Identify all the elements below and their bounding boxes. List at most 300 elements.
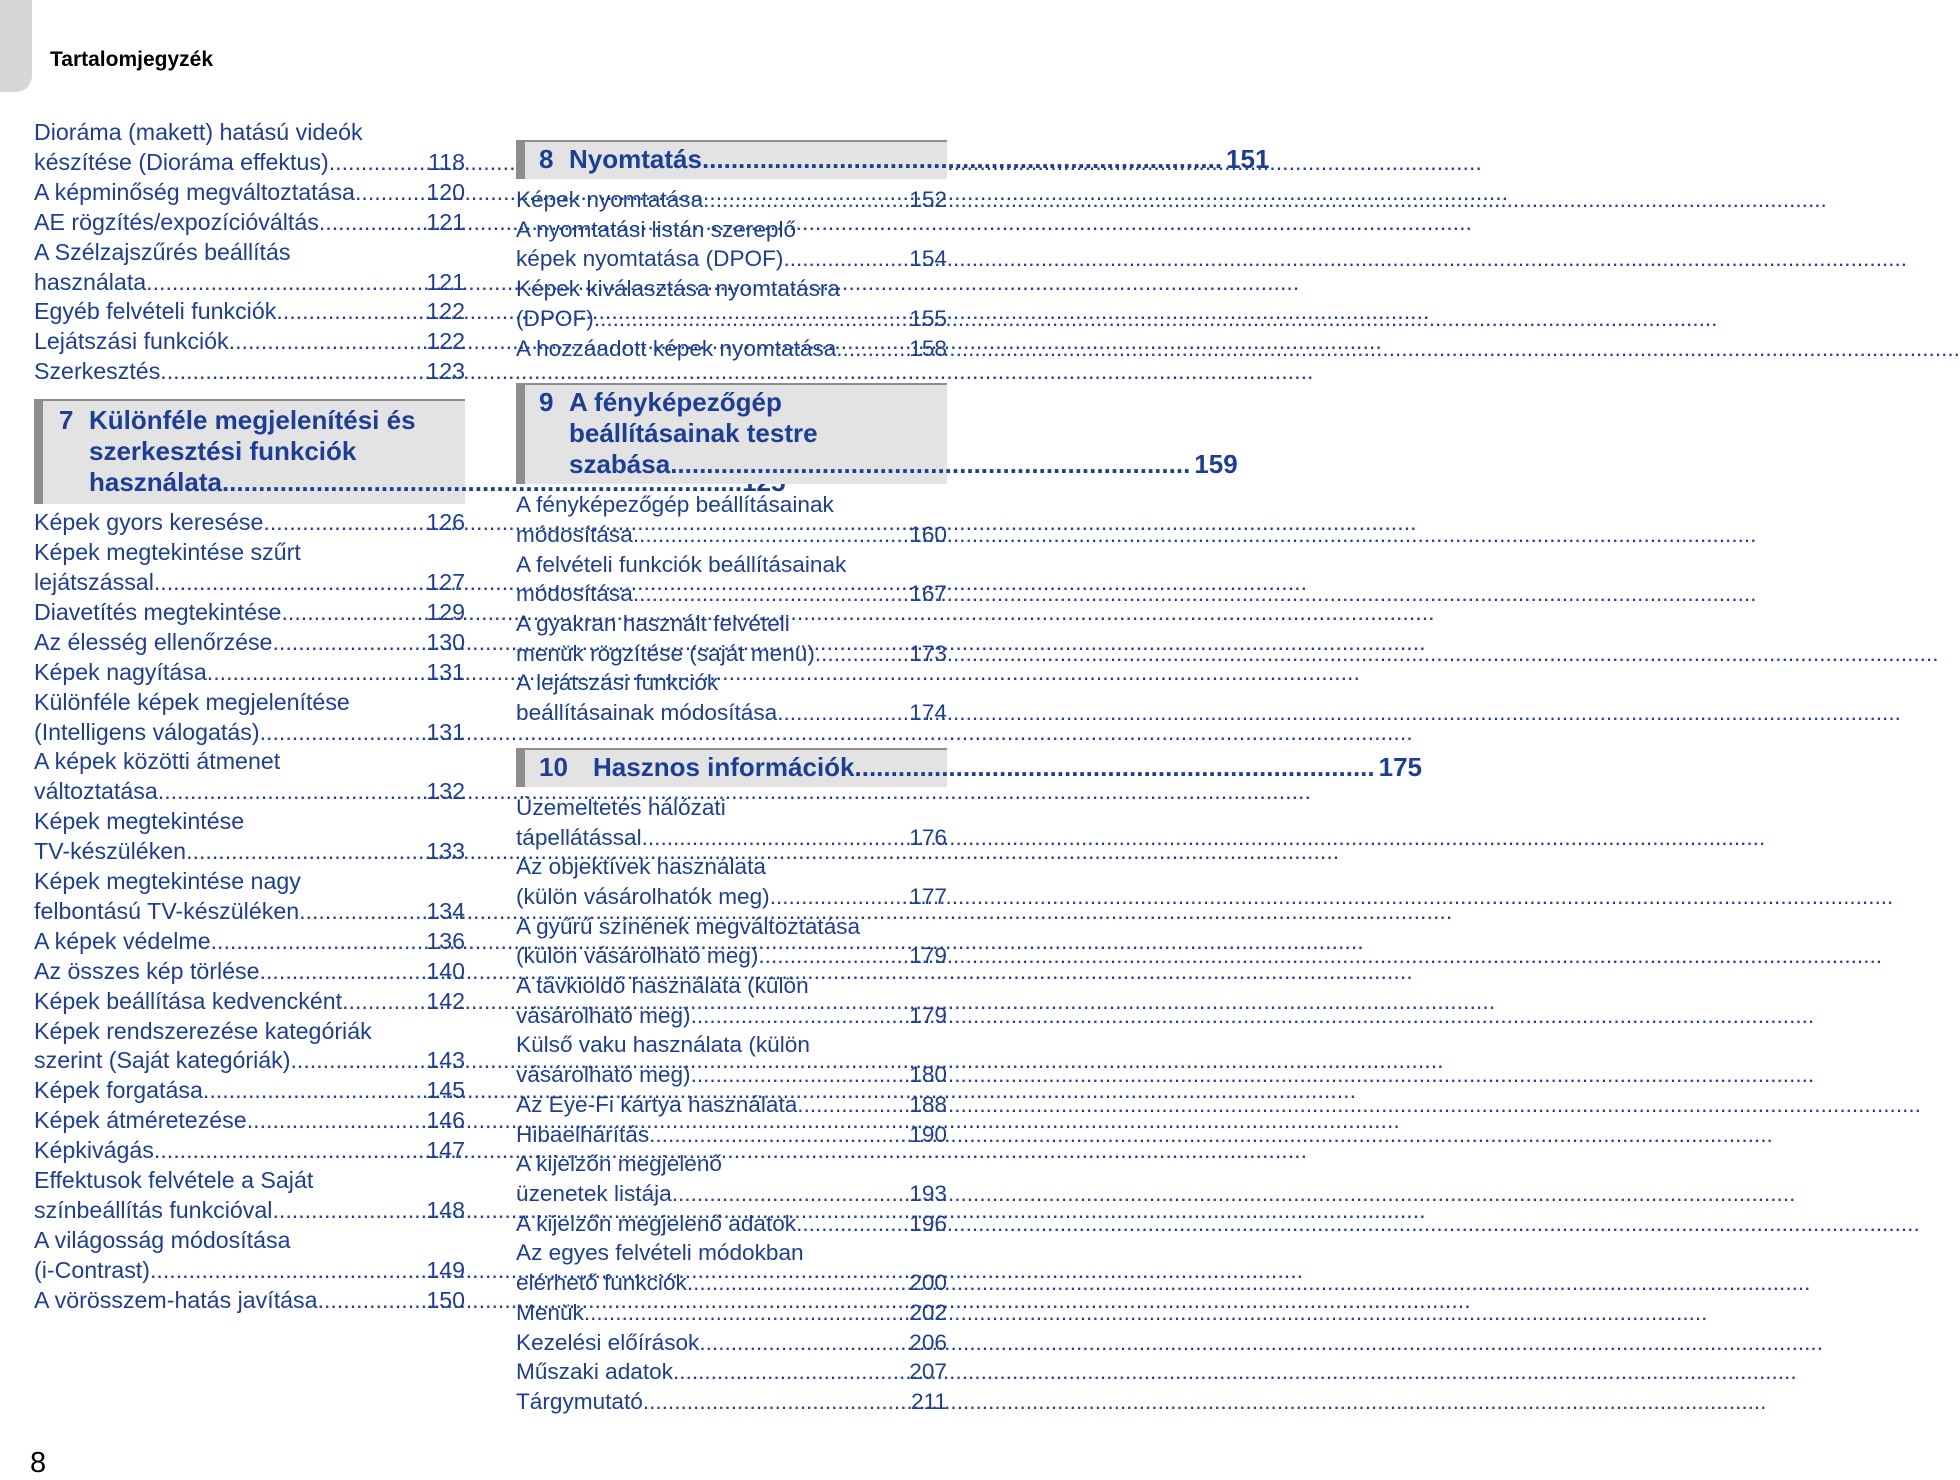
toc-entry-text: Az élesség ellenőrzése <box>34 628 273 655</box>
dot-leader <box>318 1286 427 1316</box>
toc-page-number: 131 <box>426 718 465 745</box>
toc-entry[interactable] <box>516 185 947 215</box>
toc-entry-line <box>516 579 947 609</box>
toc-entry-text: Képek megtekintése <box>34 808 245 835</box>
toc-entry-line <box>34 1076 465 1106</box>
section-number: 9 <box>539 387 554 418</box>
dot-leader <box>855 752 1375 783</box>
toc-entry-line <box>34 357 465 387</box>
toc-page-number: 179 <box>909 943 947 969</box>
toc-entry[interactable] <box>34 628 465 658</box>
section-title-text: Nyomtatás <box>569 144 702 174</box>
toc-entry-line <box>34 508 465 538</box>
toc-entry-text: A gyakran használt felvételi <box>516 611 790 637</box>
toc-entry-text: Különféle képek megjelenítése <box>34 688 350 715</box>
toc-entry-line <box>516 1209 947 1239</box>
toc-entry-text: vásárolható meg) <box>516 1002 691 1028</box>
toc-entry-text: Képek gyors keresése <box>34 509 264 536</box>
toc-entry[interactable] <box>34 598 465 628</box>
toc-entry[interactable] <box>34 118 465 178</box>
toc-entry[interactable] <box>34 807 465 867</box>
toc-entry-text: színbeállítás funkcióval <box>34 1197 273 1223</box>
toc-entry-line <box>34 327 465 357</box>
toc-page-number: 160 <box>909 521 947 547</box>
toc-entry-text: üzenetek listája <box>516 1180 672 1206</box>
toc-entry-text: Hibaelhárítás <box>516 1121 650 1147</box>
toc-entry-line <box>34 658 465 688</box>
toc-entry-line <box>34 208 465 238</box>
toc-entry[interactable] <box>516 912 947 971</box>
toc-entry-line <box>34 1286 465 1316</box>
toc-entry[interactable] <box>516 1238 947 1297</box>
dot-leader <box>150 1256 426 1286</box>
toc-entry[interactable] <box>34 1106 465 1136</box>
toc-entry-text: A távkioldó használata (külön <box>516 973 809 999</box>
toc-entry-text: Képek megtekintése nagy <box>34 868 301 895</box>
toc-page-number: 123 <box>426 358 465 385</box>
section-heading[interactable] <box>34 399 465 504</box>
toc-page-number: 193 <box>909 1180 947 1206</box>
toc-entry[interactable] <box>34 1076 465 1106</box>
toc-page-number: 145 <box>426 1077 465 1104</box>
section-number: 8 <box>539 144 554 174</box>
toc-entry-line <box>516 882 947 912</box>
toc-entry-text: Képek kiválasztása nyomtatásra <box>516 276 841 302</box>
toc-left-column <box>34 118 465 1316</box>
dot-leader <box>836 334 905 364</box>
toc-entry-line <box>516 1090 947 1120</box>
toc-page-number: 121 <box>426 268 465 295</box>
toc-entry-line <box>516 1387 947 1417</box>
toc-entry-text: Az Eye-Fi kártya használata <box>516 1091 798 1117</box>
dot-leader <box>699 1328 905 1358</box>
section-title-text: szerkesztési funkciók <box>89 436 357 467</box>
dot-leader <box>272 1196 426 1226</box>
section-heading-row <box>539 751 1423 783</box>
toc-entry-text: A fényképezőgép beállításainak <box>516 492 834 518</box>
toc-entry[interactable] <box>516 1209 947 1239</box>
section-page-number: 151 <box>1226 144 1270 174</box>
toc-entry-text: A hozzáadott képek nyomtatása <box>516 335 837 361</box>
dot-leader <box>160 357 426 387</box>
toc-entry-text: Műszaki adatok <box>516 1359 673 1385</box>
toc-entry[interactable] <box>516 971 947 1030</box>
dot-leader <box>797 1090 905 1120</box>
toc-entry-text: módosítása <box>516 521 633 547</box>
toc-page-number: 152 <box>909 187 947 212</box>
toc-entry-line <box>34 718 465 748</box>
dot-leader <box>342 987 426 1017</box>
toc-entry-text: Lejátszási funkciók <box>34 328 229 355</box>
dot-leader <box>146 268 426 298</box>
dot-leader <box>815 639 905 669</box>
toc-entry-text: készítése (Dioráma effektus) <box>34 148 329 175</box>
toc-entry-text: szerint (Saját kategóriák) <box>34 1047 291 1074</box>
toc-entry[interactable] <box>34 927 465 957</box>
toc-entry-line <box>516 334 947 364</box>
dot-leader <box>777 698 905 728</box>
dot-leader <box>260 957 427 987</box>
toc-entry-text: Az egyes felvételi módokban <box>516 1240 804 1266</box>
toc-entry-line <box>34 1136 465 1166</box>
toc-entry-text: A kijelzőn megjelenő <box>516 1151 722 1177</box>
toc-entry[interactable] <box>34 658 465 688</box>
toc-page-number: 177 <box>909 883 947 909</box>
section-title-line <box>569 449 1238 480</box>
toc-entry[interactable] <box>516 550 947 609</box>
dot-leader <box>247 1106 427 1136</box>
toc-entry-text: Az objektívek használata <box>516 854 766 880</box>
dot-leader <box>703 185 905 215</box>
toc-entry-line <box>34 1256 465 1286</box>
toc-entry[interactable] <box>34 178 465 208</box>
toc-entry-text: menük rögzítése (saját menü) <box>516 640 815 666</box>
dot-leader <box>783 244 905 274</box>
toc-entry[interactable] <box>516 215 947 274</box>
toc-entry[interactable] <box>34 238 465 298</box>
toc-entry-text: A gyűrű színének megváltoztatása <box>516 913 861 939</box>
toc-entry-text: A képek közötti átmenet <box>34 748 281 775</box>
toc-entry-text: (i-Contrast) <box>34 1256 150 1283</box>
section-title-text: Különféle megjelenítési és <box>89 405 416 436</box>
section-title-line <box>569 144 1269 175</box>
dot-leader <box>203 1076 426 1106</box>
toc-entry-text: A lejátszási funkciók <box>516 670 719 696</box>
toc-entry[interactable] <box>34 508 465 538</box>
toc-entry[interactable] <box>516 1298 947 1328</box>
toc-page-number: 155 <box>909 305 947 331</box>
toc-entry-text: (külön vásárolható meg) <box>516 943 759 969</box>
toc-entry-text: Szerkesztés <box>34 358 161 385</box>
toc-page-number: 122 <box>426 298 465 325</box>
toc-entry-line <box>516 639 947 669</box>
toc-page-number: 129 <box>426 598 465 625</box>
toc-entry-text: Kezelési előírások <box>516 1329 700 1355</box>
dot-leader <box>649 1120 905 1150</box>
toc-section-group <box>516 383 1238 728</box>
section-title-text: A fényképezőgép <box>569 387 782 418</box>
toc-entry[interactable] <box>34 957 465 987</box>
toc-page-number: 142 <box>426 987 465 1014</box>
toc-page-number: 132 <box>426 778 465 805</box>
toc-entry-text: Képek átméretezése <box>34 1107 247 1134</box>
dot-leader <box>229 327 427 357</box>
toc-entry-line <box>34 628 465 658</box>
dot-leader <box>594 304 905 334</box>
toc-entry-text: lejátszással <box>34 568 154 595</box>
section-heading-row <box>539 144 1270 175</box>
section-heading-row <box>59 405 457 498</box>
toc-entry-text: Tárgymutató <box>516 1388 643 1414</box>
toc-page-number: 180 <box>909 1062 947 1088</box>
toc-entry[interactable] <box>516 1030 947 1089</box>
toc-entry-text: beállításainak módosítása <box>516 700 778 726</box>
toc-page-number: 158 <box>909 335 947 361</box>
toc-entry-line <box>516 1001 947 1031</box>
toc-entry-text: vásárolható meg) <box>516 1062 691 1088</box>
toc-entry-text: Képek megtekintése szűrt <box>34 539 301 566</box>
toc-page-number: 179 <box>909 1002 947 1028</box>
toc-entry-text: változtatása <box>34 778 158 805</box>
toc-entry-text: Képek nyomtatása <box>516 187 704 212</box>
dot-leader <box>260 718 427 748</box>
toc-page-number: 211 <box>910 1388 947 1414</box>
toc-entry[interactable] <box>516 1387 947 1417</box>
dot-leader <box>770 882 906 912</box>
dot-leader <box>299 897 426 927</box>
toc-entry-text: A világosság módosítása <box>34 1226 291 1253</box>
toc-entry-line <box>516 698 947 728</box>
toc-entry-line <box>516 1298 947 1328</box>
toc-page-number: 190 <box>909 1121 947 1147</box>
toc-page-number: 146 <box>426 1107 465 1134</box>
toc-entry[interactable] <box>516 1328 947 1358</box>
dot-leader <box>319 208 426 238</box>
toc-entry-text: Külső vaku használata (külön <box>516 1032 810 1058</box>
toc-entry[interactable] <box>516 852 947 911</box>
toc-entry-text: Képek nagyítása <box>34 658 207 685</box>
toc-entry-text: Képek rendszerezése kategóriák <box>34 1017 372 1044</box>
dot-leader <box>272 628 426 658</box>
toc-entry-line <box>34 837 465 867</box>
toc-entry-text: tápellátással <box>516 824 642 850</box>
toc-entry-line <box>34 777 465 807</box>
toc-entry-line <box>516 941 947 971</box>
toc-page-number: 127 <box>426 568 465 595</box>
toc-entry-text: A Szélzajszűrés beállítás <box>34 238 291 265</box>
toc-entry-text: felbontású TV-készüléken <box>34 897 300 924</box>
toc-entry-line <box>34 897 465 927</box>
toc-entry[interactable] <box>34 1166 465 1226</box>
toc-entry-line <box>34 268 465 298</box>
section-title-line <box>593 752 1422 783</box>
toc-entry[interactable] <box>34 357 465 387</box>
dot-leader <box>211 927 427 957</box>
toc-entry[interactable] <box>34 1017 465 1077</box>
toc-page-number: 120 <box>426 178 465 205</box>
section-heading[interactable] <box>516 140 1270 179</box>
toc-page-number: 149 <box>426 1256 465 1283</box>
toc-entry[interactable] <box>34 867 465 927</box>
toc-entry-text: módosítása <box>516 581 633 607</box>
toc-page-number: 154 <box>909 246 947 272</box>
dot-leader <box>158 777 427 807</box>
toc-entry[interactable] <box>34 1136 465 1166</box>
toc-entry-line <box>516 185 947 215</box>
toc-entry-text: Diavetítés megtekintése <box>34 598 282 625</box>
toc-entry[interactable] <box>34 538 465 598</box>
dot-leader <box>642 823 906 853</box>
toc-entry-text: (külön vásárolhatók meg) <box>516 883 770 909</box>
dot-leader <box>263 508 426 538</box>
toc-page-number: 133 <box>426 838 465 865</box>
toc-section-entries <box>516 793 947 1417</box>
toc-entry-line <box>516 1328 947 1358</box>
toc-page-number: 173 <box>909 640 947 666</box>
page-header-title: Tartalomjegyzék <box>50 48 214 71</box>
toc-entry[interactable] <box>34 1286 465 1316</box>
section-title <box>593 752 1422 783</box>
toc-entry-text: A képek védelme <box>34 927 211 954</box>
toc-entry-text: AE rögzítés/expozícióváltás <box>34 208 319 235</box>
toc-section-entries <box>516 185 947 363</box>
toc-entry-text: Menük <box>516 1299 584 1325</box>
dot-leader <box>154 568 426 598</box>
section-heading-row <box>539 387 1238 480</box>
toc-entry-text: A nyomtatási listán szereplő <box>516 216 797 242</box>
toc-page-number: 131 <box>426 658 465 685</box>
toc-entry-line <box>34 987 465 1017</box>
toc-entry[interactable] <box>516 668 947 727</box>
dot-leader <box>691 1001 906 1031</box>
section-number: 7 <box>59 405 74 436</box>
section-number: 10 <box>539 751 568 782</box>
dot-leader <box>672 1179 906 1209</box>
dot-leader <box>702 144 1222 175</box>
section-heading[interactable] <box>516 383 1238 484</box>
toc-page-number: 176 <box>909 824 947 850</box>
toc-page-number: 148 <box>426 1197 465 1223</box>
toc-page-number: 122 <box>426 328 465 355</box>
toc-entry[interactable] <box>34 327 465 357</box>
section-title <box>569 144 1269 175</box>
toc-entry[interactable] <box>516 334 947 364</box>
section-title-text: Hasznos információk <box>593 751 855 782</box>
toc-page-number: 140 <box>426 957 465 984</box>
toc-page-number: 207 <box>909 1359 947 1385</box>
toc-entry-text: Egyéb felvételi funkciók <box>34 298 277 325</box>
toc-right-column <box>516 140 1423 1417</box>
toc-entry[interactable] <box>34 297 465 327</box>
toc-entry[interactable] <box>516 1090 947 1120</box>
section-heading[interactable] <box>516 748 1423 787</box>
toc-entry-line <box>516 1268 947 1298</box>
dot-leader <box>643 1387 907 1417</box>
toc-entry-text: A vörösszem-hatás javítása <box>34 1286 318 1313</box>
dot-leader <box>329 148 428 178</box>
toc-entry-line <box>34 927 465 957</box>
toc-entry-line <box>516 1060 947 1090</box>
dot-leader <box>207 658 427 688</box>
toc-page-number: 136 <box>426 927 465 954</box>
dot-leader <box>290 1046 426 1076</box>
toc-entry-line <box>34 178 465 208</box>
toc-entry[interactable] <box>34 1226 465 1286</box>
toc-entry[interactable] <box>516 1120 947 1150</box>
toc-entry[interactable] <box>34 688 465 748</box>
toc-entry-text: Képkivágás <box>34 1137 154 1164</box>
toc-entry-text: A felvételi funkciók beállításainak <box>516 551 847 577</box>
toc-page-number: 150 <box>426 1286 465 1313</box>
toc-page-number: 134 <box>426 897 465 924</box>
dot-leader <box>670 449 1190 480</box>
dot-leader <box>281 598 426 628</box>
toc-entry-text: TV-készüléken <box>34 838 187 865</box>
dot-leader <box>633 520 905 550</box>
section-title-text: beállításainak testre <box>569 418 818 449</box>
toc-entry-line <box>34 148 465 178</box>
toc-page-number: 126 <box>426 509 465 536</box>
dot-leader <box>687 1268 905 1298</box>
toc-entry-text: (Intelligens válogatás) <box>34 718 260 745</box>
section-title <box>569 387 1238 480</box>
dot-leader <box>154 1136 426 1166</box>
toc-entries-after <box>34 508 465 1315</box>
toc-entry[interactable] <box>516 1357 947 1387</box>
section-page-number: 175 <box>1378 751 1423 782</box>
toc-page-number: 174 <box>909 700 947 726</box>
toc-entry[interactable] <box>516 793 947 852</box>
toc-section-group <box>516 748 1423 1417</box>
toc-entry-line <box>34 568 465 598</box>
toc-entry-line <box>516 1120 947 1150</box>
toc-entry[interactable] <box>516 1149 947 1208</box>
toc-entry[interactable] <box>34 208 465 238</box>
toc-entry-line <box>34 297 465 327</box>
dot-leader <box>633 579 905 609</box>
page-tab-marker <box>0 0 32 92</box>
toc-entry[interactable] <box>516 609 947 668</box>
dot-leader <box>796 1209 905 1239</box>
toc-entries-before <box>34 118 465 387</box>
toc-section-group <box>516 140 1270 363</box>
toc-entry-text: A kijelzőn megjelenő adatok <box>516 1210 797 1236</box>
toc-entry-line <box>516 1357 947 1387</box>
dot-leader <box>691 1060 906 1090</box>
dot-leader <box>758 941 905 971</box>
toc-entry-text: A képminőség megváltoztatása <box>34 178 355 205</box>
toc-page-number: 121 <box>426 208 465 235</box>
section-title-text: használata <box>89 467 222 498</box>
toc-page-number: 130 <box>426 628 465 655</box>
toc-section-7[interactable] <box>34 399 465 504</box>
page-number: 8 <box>30 1447 47 1479</box>
toc-entry-line <box>516 244 947 274</box>
toc-entry-text: Üzemeltetés hálózati <box>516 794 726 820</box>
toc-entry-text: (DPOF) <box>516 305 594 331</box>
toc-page-number: 206 <box>909 1329 947 1355</box>
toc-entry-text: Dioráma (makett) hatású videók <box>34 119 363 145</box>
toc-entry-line <box>34 1106 465 1136</box>
dot-leader <box>355 178 426 208</box>
toc-entry-line <box>516 823 947 853</box>
dot-leader <box>584 1298 905 1328</box>
toc-entry[interactable] <box>34 747 465 807</box>
toc-page-number: 147 <box>426 1137 465 1164</box>
toc-entry-text: Képek beállítása kedvencként <box>34 987 343 1014</box>
toc-page-number: 118 <box>428 148 465 175</box>
toc-entry-line <box>34 598 465 628</box>
dot-leader <box>186 837 426 867</box>
dot-leader <box>276 297 426 327</box>
toc-entry[interactable] <box>34 987 465 1017</box>
toc-entry[interactable] <box>516 274 947 333</box>
toc-entry-text: Képek forgatása <box>34 1077 203 1104</box>
toc-entry-line <box>516 1179 947 1209</box>
toc-entry-text: Effektusok felvétele a Saját <box>34 1167 314 1194</box>
section-title-text: szabása <box>569 449 671 480</box>
toc-section-entries <box>516 490 947 728</box>
dot-leader <box>673 1357 905 1387</box>
toc-page-number: 188 <box>909 1091 947 1117</box>
toc-entry-line <box>516 520 947 550</box>
toc-entry[interactable] <box>516 490 947 549</box>
toc-entry-text: képek nyomtatása (DPOF) <box>516 246 784 272</box>
toc-page-number: 200 <box>909 1270 947 1296</box>
toc-page-number: 196 <box>909 1210 947 1236</box>
section-page-number: 159 <box>1194 449 1238 480</box>
toc-page-number: 143 <box>426 1047 465 1074</box>
